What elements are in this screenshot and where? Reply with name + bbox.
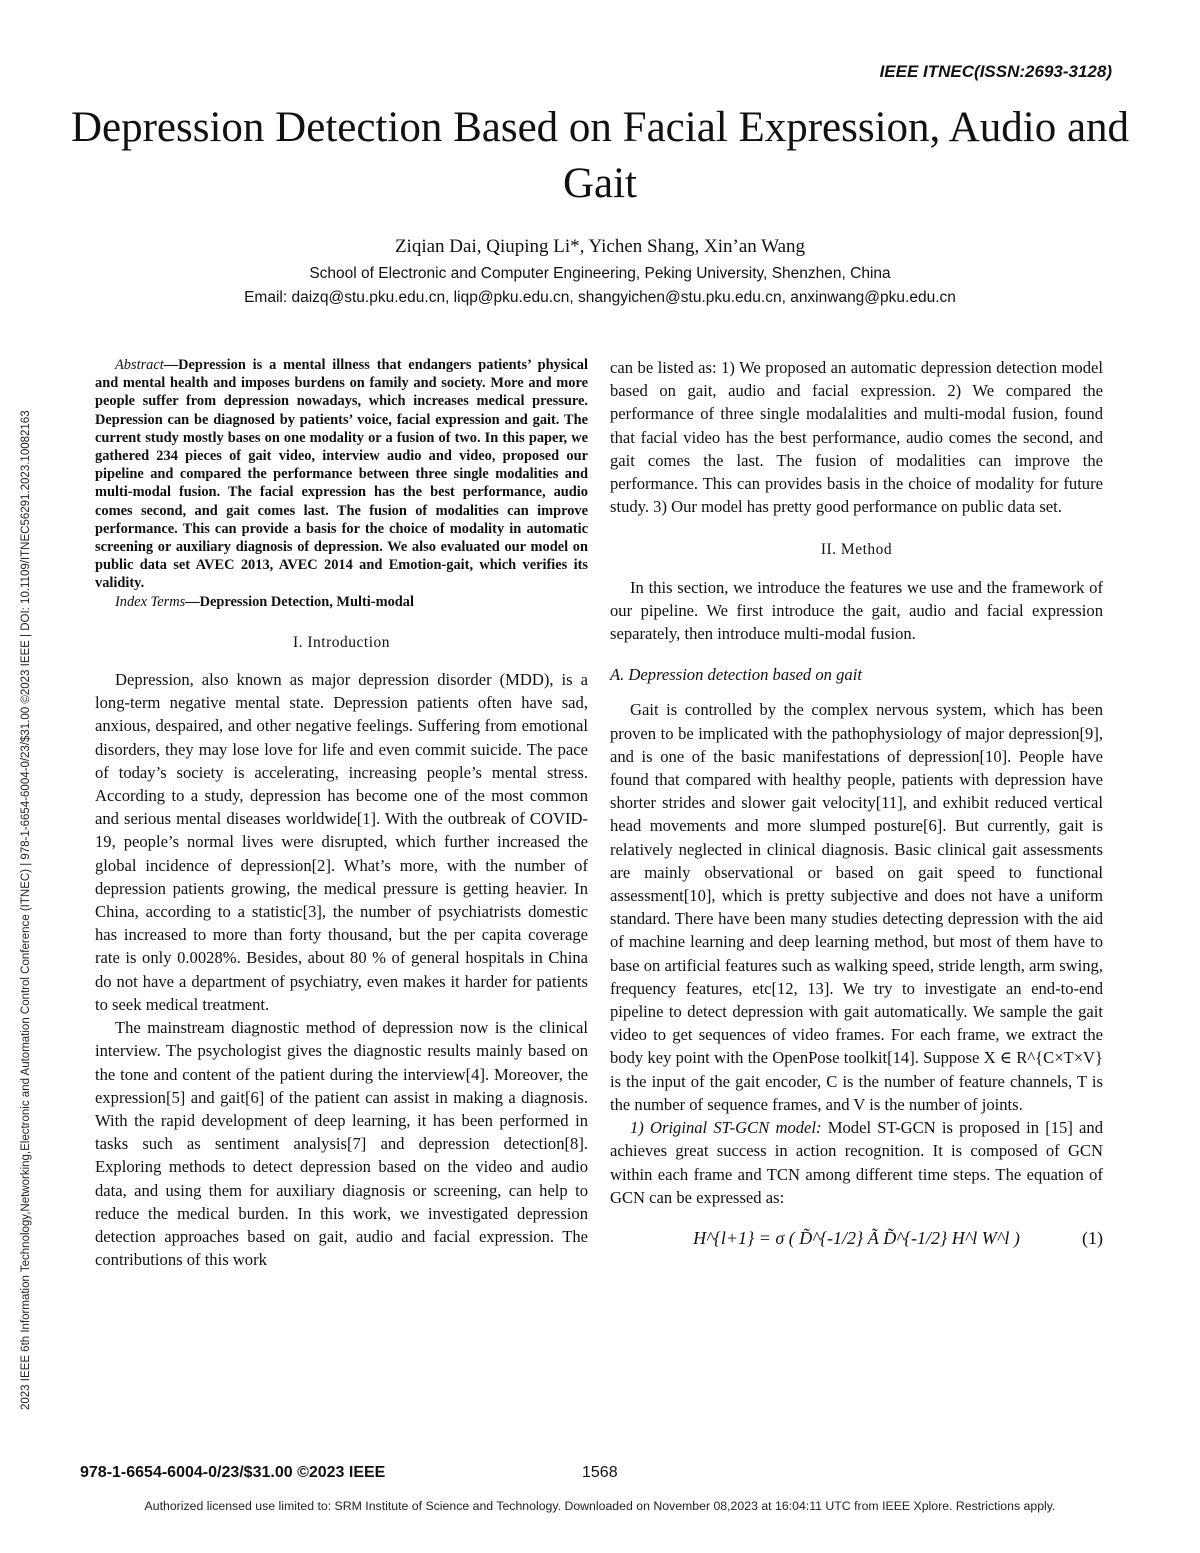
footer-isbn: 978-1-6654-6004-0/23/$31.00 ©2023 IEEE bbox=[80, 1464, 386, 1481]
stgcn-text: Model ST-GCN is proposed in [15] and achieves great success in action recognition. It is composed of GCN within each frame and TCN among different time steps. The equation of GCN can be expressed as: bbox=[610, 1118, 1103, 1207]
equation-body: H^{l+1} = σ ( D̃^{-1/2} Ã D̃^{-1/2} H^l W^l ) bbox=[693, 1228, 1020, 1249]
intro-paragraph-2: The mainstream diagnostic method of depression now is the clinical interview. The psychologist gives the diagnostic results mainly based on the tone and content of the patient during the interview[4]. Moreover, the expression[5] and gait[6] of the patient can assist in making a diagnosis. With the rapid development of deep learning, it has been performed in tasks such as sentiment analysis[7] and depression detection[8]. Exploring methods to detect depression based on the video and audio data, and using them for auxiliary diagnosis or screening, can help to reduce the medical burden. In this work, we investigated depression detection approaches based on gait, audio and facial expression. The contributions of this work bbox=[95, 1018, 588, 1270]
right-column bbox=[610, 356, 1103, 1263]
abstract-label: Abstract bbox=[115, 357, 164, 373]
side-doi-stamp: 2023 IEEE 6th Information Technology,Networking,Electronic and Automation Control Conference (ITNEC) | 978-1-6654-6004-0/23/$31.00 ©2023 IEEE | DOI: 10.1109/ITNEC56291.2023.10082163 bbox=[20, 410, 32, 1410]
section-heading-method: II. Method bbox=[820, 541, 893, 559]
subsection-heading-gait: A. Depression detection based on gait bbox=[610, 665, 862, 685]
gait-paragraph: Gait is controlled by the complex nervous system, which has been proven to be implicated with the pathophysiology of major depression[9], and is one of the basic manifestations of depression[10]. People have found that compared with healthy people, patients with depression have shorter strides and slower gait velocity[11], and exhibit reduced vertical head movements and more slumped posture[6]. But currently, gait is relatively neglected in clinical diagnosis. Basic clinical gait assessments are mainly observational or based on gait speed to functional assessment[10], which is pretty subjective and does not have a uniform standard. There have been many studies detecting depression with the aid of machine learning and deep learning method, but most of them have to base on artificial features such as walking speed, stride length, arm swing, frequency features, etc[12, 13]. We try to investigate an end-to-end pipeline to detect depression with gait automatically. We sample the gait video to get sequences of video frames. For each frame, we extract the body key point with the OpenPose toolkit[14]. Suppose X ∈ R^{C×T×V} is the input of the gait encoder, C is the number of feature channels, T is the number of sequence frames, and V is the number of joints. bbox=[610, 700, 1103, 1114]
index-terms bbox=[95, 593, 588, 611]
stgcn-heading: 1) Original ST-GCN model: bbox=[630, 1118, 822, 1138]
author-emails: Email: daizq@stu.pku.edu.cn, liqp@pku.edu.cn, shangyichen@stu.pku.edu.cn, anxinwang@pku.edu.cn bbox=[244, 289, 956, 306]
licence-notice: Authorized licensed use limited to: SRM Institute of Science and Technology. Downloaded on November 08,2023 at 16:04:11 UTC from IEEE Xplore. Restrictions apply. bbox=[144, 1499, 1056, 1513]
intro-paragraph-3: can be listed as: 1) We proposed an automatic depression detection model based on gait, audio and facial expression. 2) We compared the performance of three single modalalities and multi-modal fusion, found that facial video has the best performance, audio comes the second, and gait comes the last. The fusion of modalities can improve the performance. This can provides basis in the choice of modality for future study. 3) Our model has pretty good performance on public data set. bbox=[610, 358, 1103, 517]
index-terms-label: Index Terms bbox=[115, 593, 186, 610]
index-terms-text: —Depression Detection, Multi-modal bbox=[185, 593, 414, 610]
intro-paragraph-1: Depression, also known as major depression disorder (MDD), is a long-term negative mental state. Depression patients often have sad, anxious, despaired, and other negative feelings. Suffering from emotional disorders, they may lose love for life and even commit suicide. The pace of today’s society is accelerating, increasing people’s mental stress. According to a study, depression has become one of the most common and serious mental diseases worldwide[1]. With the outbreak of COVID-19, people’s normal lives were disrupted, which further increased the global incidence of depression[2]. What’s more, with the number of depression patients growing, the medical pressure is getting heavier. In China, according to a statistic[3], the number of psychiatrists domestic has increased to more than forty thousand, but the per capita coverage rate is only 0.0028%. Besides, about 80 % of general hospitals in China do not have a department of psychiatry, even makes it harder for patients to seek medical treatment. bbox=[95, 670, 588, 1014]
abstract bbox=[95, 356, 588, 593]
equation-number: (1) bbox=[1082, 1228, 1103, 1249]
paper-title: Depression Detection Based on Facial Expression, Audio and Gait bbox=[70, 104, 1130, 207]
stgcn-paragraph bbox=[610, 1116, 1103, 1209]
authors: Ziqian Dai, Qiuping Li*, Yichen Shang, Xin’an Wang bbox=[394, 236, 806, 257]
affiliation: School of Electronic and Computer Engineering, Peking University, Shenzhen, China bbox=[309, 265, 891, 282]
equation-1 bbox=[610, 1215, 1103, 1263]
method-paragraph-1: In this section, we introduce the features we use and the framework of our pipeline. We first introduce the gait, audio and facial expression separately, then introduce multi-modal fusion. bbox=[610, 577, 1103, 644]
page-number: 1568 bbox=[582, 1464, 618, 1481]
abstract-text: —Depression is a mental illness that endangers patients’ physical and mental health and imposes burdens on family and society. More and more people suffer from depression nowadays, which increases medical pressure. Depression can be diagnosed by patients’ voice, facial expression and gait. The current study mostly bases on one modality or a fusion of two. In this paper, we gathered 234 pieces of gait video, interview audio and video, proposed our pipeline and compared the performance between three single modalities and multi-modal fusion. The facial expression has the best performance, audio comes second, and gait comes last. The fusion of modalities can improve performance. This can provide a basis for the choice of modality in automatic screening or auxiliary diagnosis of depression. We also evaluated our model on public data set AVEC 2013, AVEC 2014 and Emotion-gait, which verifies its validity. bbox=[95, 357, 588, 592]
journal-header: IEEE ITNEC(ISSN:2693-3128) bbox=[879, 62, 1112, 81]
left-column bbox=[95, 356, 588, 1271]
section-heading-introduction: I. Introduction bbox=[292, 633, 391, 651]
